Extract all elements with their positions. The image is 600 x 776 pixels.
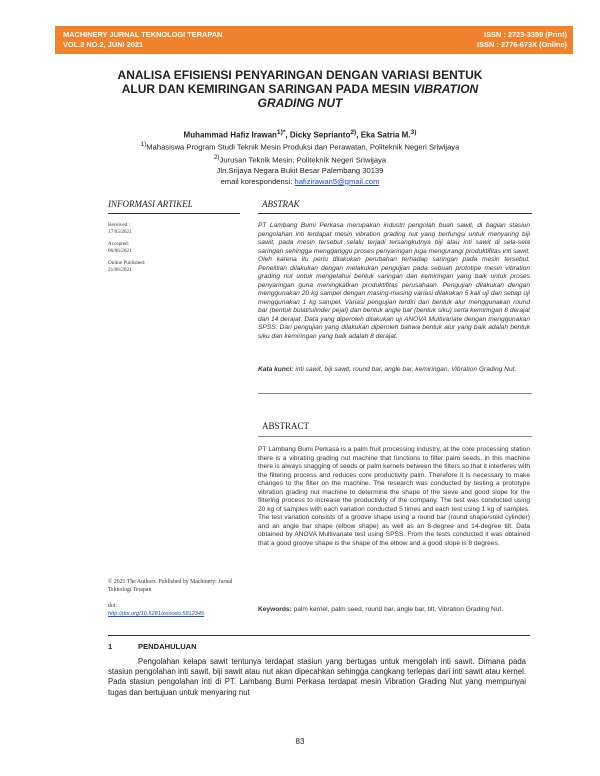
- paper-title: [90, 68, 510, 110]
- info-heading-rule: [108, 213, 240, 214]
- author-1-sup: 1)*: [276, 129, 286, 136]
- affiliation-line-2: [60, 153, 540, 166]
- affiliation-1-text: Mahasiswa Program Studi Teknik Mesin Produksi dan Perawatan, Politeknik Negeri Sriwijaya: [146, 142, 460, 152]
- title-line-2-text: ALUR DAN KEMIRINGAN SARINGAN PADA MESIN: [121, 82, 410, 96]
- online-label: Online Published:: [108, 260, 146, 267]
- page-number: 83: [295, 737, 305, 746]
- affiliation-2-text: Jurusan Teknik Mesin, Politeknik Negeri Sriwijaya: [219, 155, 387, 165]
- author-3: Eka Satria M.: [360, 130, 411, 140]
- affiliation-line-1: [60, 140, 540, 153]
- online-date: 21/06/2021: [108, 266, 132, 273]
- affiliation-2-sup: 2): [213, 154, 220, 162]
- issn-print: ISSN : 2723-3359 (Print): [484, 30, 567, 39]
- author-list: Muhammad Hafiz Irawan$^{1)*}$, Dicky Seprianto$^{2)}$, Eka Satria M.$^{3)}$: [183, 129, 417, 140]
- doi-block: [108, 602, 248, 618]
- title-line-3: GRADING NUT: [257, 96, 343, 110]
- author-1: Muhammad Hafiz Irawan: [183, 130, 277, 140]
- title-line-2-italic: VIBRATION: [413, 82, 479, 96]
- title-line-2: [90, 82, 510, 96]
- author-2: Dicky Seprianto: [289, 130, 351, 140]
- issn-online: ISSN : 2776-673X (Online): [477, 40, 567, 49]
- affiliation-1-sup: 1): [140, 141, 147, 148]
- author-3-sup: 3): [410, 129, 417, 136]
- doi-label: doi:: [108, 603, 118, 609]
- intro-title: PENDAHULUAN: [138, 642, 197, 651]
- intro-paragraph: [108, 657, 526, 698]
- accepted-date: 06/06/2021: [108, 247, 132, 254]
- abstract-heading: ABSTRACT: [262, 421, 310, 431]
- abstrak-keywords: [258, 366, 530, 375]
- journal-name: MACHINERY JURNAL TEKNOLOGI TERAPAN: [63, 30, 223, 39]
- abstrak-keywords-label: Kata kunci:: [258, 366, 294, 373]
- intro-text: Pengolahan kelapa sawit tentunya terdapat stasiun yang bertugas untuk mengolah inti sawit. Dimana pada stasiun pengolahan inti sawit, biji sawit atau nut akan dipecahkan sehingga cangkang terlepas dari inti sawit atau kernel. Pada stasiun pengolahan inti di PT. Lambang Bumi Perkasa terdapat mesin Vibration Grading Nut yang mempunyai tugas dan bertujuan untuk menyaring nut: [108, 657, 526, 697]
- abstract-keywords: [258, 606, 530, 615]
- info-heading: INFORMASI ARTIKEL: [108, 199, 193, 209]
- intro-heading: [108, 642, 197, 651]
- affiliation-email-line: [60, 177, 540, 188]
- journal-header-bar: [55, 26, 573, 54]
- abstrak-heading-rule: [258, 213, 532, 214]
- abstrak-heading: ABSTRAK: [262, 199, 300, 209]
- title-line-1: ANALISA EFISIENSI PENYARINGAN DENGAN VARIASI BENTUK: [117, 68, 483, 82]
- abstract-keywords-label: Keywords:: [258, 606, 292, 613]
- copyright-notice: © 2021 The Authors. Published by Machinery: Jurnal Teknologi Terapan: [108, 579, 233, 593]
- accepted-label: Accepted:: [108, 241, 130, 248]
- abstrak-end-rule: [258, 393, 532, 394]
- abstract-heading-rule: [258, 436, 532, 437]
- affiliation-address: Jln.Srijaya Negara Bukit Besar Palembang 30139: [216, 166, 384, 176]
- journal-header-left: [63, 30, 222, 50]
- email-label: email korespondensi:: [220, 176, 293, 186]
- author-2-sup: 2): [350, 129, 357, 136]
- received-label: Received :: [108, 222, 131, 228]
- journal-header-right: [477, 30, 567, 50]
- doi-link[interactable]: http://doi.org/10.5281/zenodo.5812345: [108, 611, 205, 617]
- intro-top-rule: [108, 635, 530, 636]
- abstract-text: PT Lambang Bumi Perkasa is a palm fruit processing industry, at the core processing station there is a vibrating grading nut machine that functions to filter palm seeds, in this machine there is always snagging of seeds or palm kernels between the filters so that it interferes with the filtering process and reduces core productivity palm. Therefore it is necessary to make changes to the filter on the machine. The research was conducted by testing a prototype vibration grading nut machine to determine the shape of the sieve and good slope for the filtering process to increase the productivity of the company. The test was conducted using 20 kg of samples with each variation conducted 5 times and each test using 1 kg of samples. The test variation consists of a groove shape using a round bar (round shape/solid cylinder) and an angle bar shape (elbow shape) as well as an 8-degree and 14-degree tilt. Data obtained by ANOVA Multivariate test using SPSS. From the tests conducted it was obtained that a good groove shape is the shape of the elbow and a good slope is 8 degrees.: [258, 446, 530, 547]
- abstract-keywords-text: palm kernel, palm seed, round bar, angle bar, tilt, Vibration Grading Nut.: [293, 606, 504, 613]
- affiliation-block: [60, 140, 540, 187]
- article-dates: [108, 222, 228, 274]
- journal-volume: VOL.2 NO.2, JUNI 2021: [63, 40, 144, 49]
- received-date: 17/05/2021: [108, 228, 132, 235]
- abstrak-keywords-text: inti sawit, biji sawit, round bar, angle bar, kemiringan, Vibration Grading Nut.: [295, 366, 517, 373]
- intro-number: 1: [108, 642, 113, 651]
- email-link[interactable]: hafizirawan5@gmail.com: [294, 176, 380, 186]
- abstrak-text: PT Lambang Bumi Perkasa merupakan industri pengolah buah sawit, di bagian stasiun pengolahan inti terdapat mesin vibration grading nut yang berfungsi untuk menyaring biji sawit, pada mesin tersebut selalu terjadi tersangkutnya biji atau inti sawit di sela-sela saringan sehingga mengganggu proses penyaringan juga mengurangi produktifitas inti sawit. Oleh karena itu perlu dilakukan perubahan terhadap saringan pada mesin tersebut. Penelitian dilakukan dengan melakukan pengujian pada sebuah prototipe mesin vibration grading nut untuk mengetahui bentuk saringan dan kemiringan yang baik untuk proses penyaringan guna meningkatkan produktifitas perusahaan. Pengujian dilakukan dengan menggunakan 20 kg sampel dengan masing-masing variasi dilakukan 5 kali uji dan setiap uji menggunakan 1 kg sampel. Variasi pengujian terdiri dari bentuk alur menggunakan round bar (bentuk bulat/silinder pejal) dan bentuk angle bar (bentuk siku) serta kemiringan 8 derajat dan 14 derajat. Data yang diperoleh dilakukan uji ANOVA Multivariate dengan menggunakan SPSS. Dari pengujian yang dilakukan diperoleh bahwa bentuk alur yang baik adalah bentuk siku dan kemiringan yang baik adalah 8 derajat.: [258, 222, 530, 340]
